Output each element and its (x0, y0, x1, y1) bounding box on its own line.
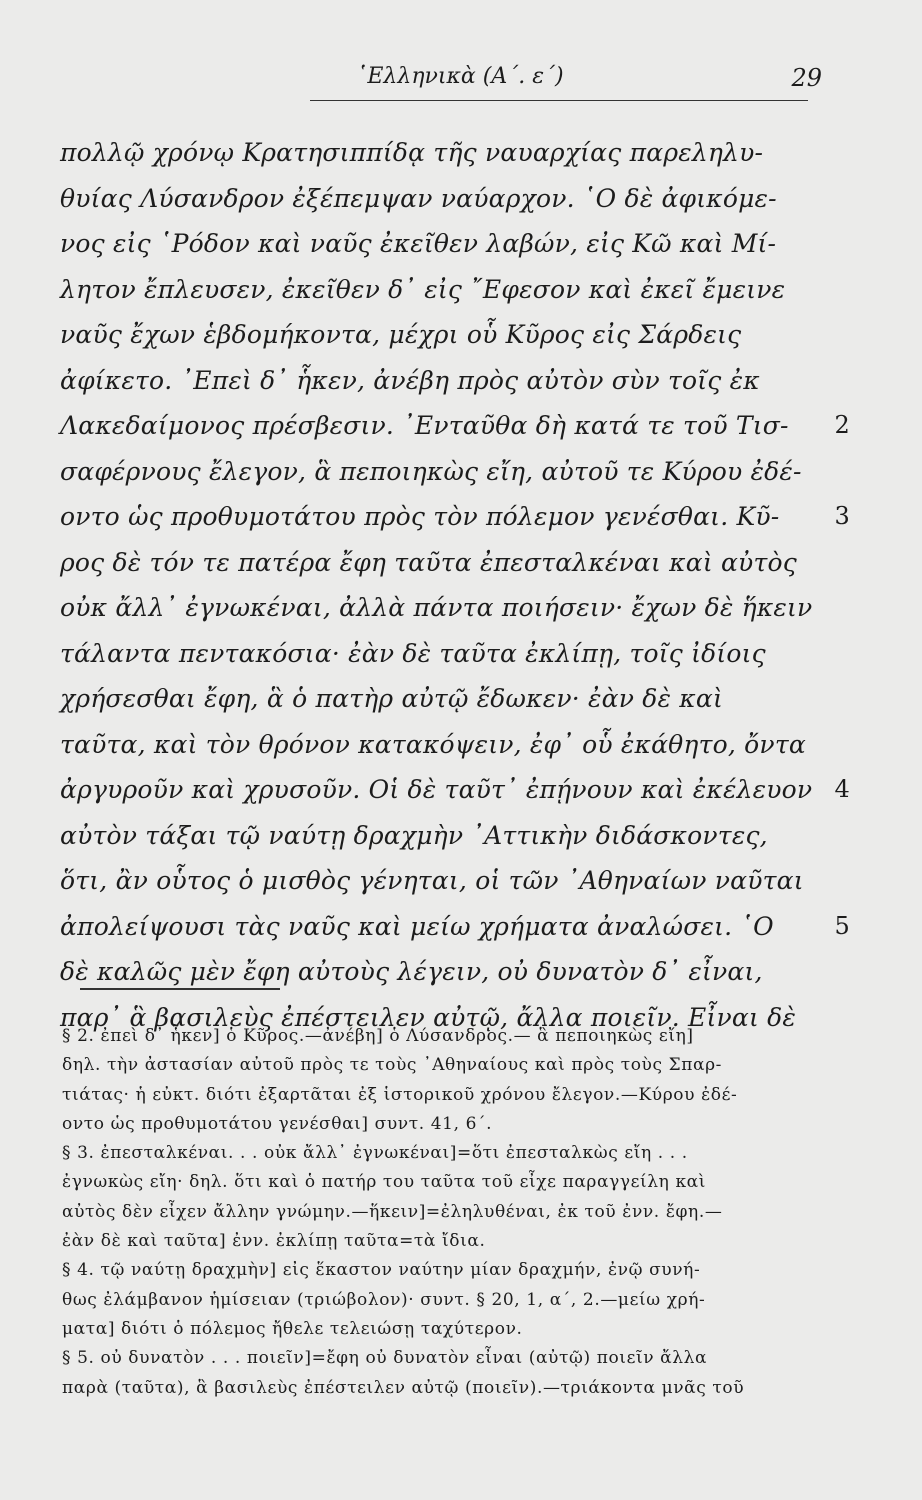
text-line-content: παρ᾿ ἃ βασιλεὺς ἐπέστειλεν αὐτῷ, ἄλλα ποιεῖν. Εἶναι δὲ (60, 1002, 797, 1032)
text-line (60, 540, 840, 586)
text-line (60, 631, 840, 677)
text-line-content: ταῦτα, καὶ τὸν θρόνον κατακόψειν, ἐφ᾿ οὗ ἐκάθητο, ὄντα (60, 729, 806, 759)
text-line-content: αὐτὸν τάξαι τῷ ναύτῃ δραχμὴν ᾿Αττικὴν διδάσκοντες, (60, 820, 768, 850)
text-line-content: λητον ἔπλευσεν, ἐκεῖθεν δ᾿ εἰς ῎Εφεσον καὶ ἐκεῖ ἔμεινε (60, 274, 786, 304)
text-line-content: ρος δὲ τόν τε πατέρα ἔφη ταῦτα ἐπεσταλκέναι καὶ αὐτὸς (60, 547, 797, 577)
footnote-line (62, 1022, 842, 1051)
text-line-content: νος εἰς ῾Ρόδον καὶ ναῦς ἐκεῖθεν λαβών, εἰς Κῶ καὶ Μί- (60, 229, 777, 258)
footnote-line (62, 1227, 842, 1256)
footnote-line (62, 1256, 842, 1285)
text-line (60, 585, 840, 631)
text-line-content: σαφέρνους ἔλεγον, ἃ πεποιηκὼς εἴη, αὐτοῦ τε Κύρου ἐδέ- (60, 456, 802, 486)
footnote-text: § 2. ἐπεὶ δ᾿ ἧκεν] ὁ Κῦρος.—ἀνέβη] ὁ Λύσανδρος.— ἃ πεποιηκὼς εἴη] (62, 1026, 694, 1046)
text-line-content: οὐκ ἄλλ᾿ ἐγνωκέναι, ἀλλὰ πάντα ποιήσειν· ἔχων δὲ ἥκειν (60, 593, 813, 622)
text-line (60, 267, 840, 313)
text-line-content: ναῦς ἔχων ἑβδομήκοντα, μέχρι οὗ Κῦρος εἰς Σάρδεις (60, 320, 742, 349)
text-line-content: ἀπολείψουσι τὰς ναῦς καὶ μείω χρήματα ἀναλώσει. ῾Ο (60, 911, 774, 941)
text-line-content: χρήσεσθαι ἔφη, ἃ ὁ πατὴρ αὐτῷ ἔδωκεν· ἐὰν δὲ καὶ (60, 684, 723, 713)
text-line (60, 767, 850, 813)
text-line (60, 403, 850, 449)
text-line-content: δὲ καλῶς μὲν ἔφη αὐτοὺς λέγειν, οὐ δυνατὸν δ᾿ εἶναι, (60, 957, 763, 986)
footnote-text: αὐτὸς δὲν εἶχεν ἄλλην γνώμην.—ἥκειν]=ἐληλυθέναι, ἐκ τοῦ ἐνν. ἔφη.— (62, 1201, 723, 1222)
section-number: 2 (834, 411, 850, 439)
footnote-line (62, 1286, 842, 1315)
footnote-text: τιάτας· ἡ εὐκτ. διότι ἐξαρτᾶται ἐξ ἱστορικοῦ χρόνου ἔλεγον.—Κύρου ἐδέ- (62, 1084, 738, 1105)
footnote-rule (80, 988, 280, 990)
section-number: 4 (834, 775, 850, 803)
text-line (60, 312, 840, 358)
text-line (60, 858, 840, 904)
header-rule (310, 100, 808, 101)
footnote-text: δηλ. τὴν ἀστασίαν αὐτοῦ πρὸς τε τοὺς ᾿Αθηναίους καὶ πρὸς τοὺς Σπαρ- (62, 1055, 723, 1076)
footnote-text: ἐγνωκὼς εἴη· δηλ. ὅτι καὶ ὁ πατήρ του ταῦτα τοῦ εἶχε παραγγείλη καὶ (62, 1172, 707, 1193)
footnote-line (62, 1110, 842, 1139)
footnote-text: θως ἐλάμβανον ἡμίσειαν (τριώβολον)· συντ. § 20, 1, α΄, 2.—μείω χρή- (62, 1289, 706, 1310)
text-line (60, 904, 850, 950)
section-number: 3 (834, 502, 850, 530)
footnote-text: § 4. τῷ ναύτῃ δραχμὴν] εἰς ἕκαστον ναύτην μίαν δραχμήν, ἐνῷ συνή- (62, 1260, 701, 1281)
text-line (60, 221, 840, 267)
footnote-text: ματα] διότι ὁ πόλεμος ἤθελε τελειώσῃ ταχύτερον. (62, 1318, 523, 1339)
text-line (60, 176, 840, 222)
text-line (60, 676, 840, 722)
running-title: ῾Ελληνικὰ (Α΄. ε΄) (356, 64, 564, 89)
text-line-content: ἀργυροῦν καὶ χρυσοῦν. Οἱ δὲ ταῦτ᾿ ἐπῄνουν καὶ ἐκέλευον (60, 775, 813, 804)
text-line-content: οντο ὡς προθυμοτάτου πρὸς τὸν πόλεμον γενέσθαι. Κῦ- (60, 502, 780, 531)
footnote-line (62, 1051, 842, 1080)
footnote-line (62, 1168, 842, 1197)
page-number: 29 (791, 64, 822, 92)
footnote-line (62, 1315, 842, 1344)
main-text (60, 130, 850, 1040)
text-line-content: θυίας Λύσανδρον ἐξέπεμψαν ναύαρχον. ῾Ο δὲ ἀφικόμε- (60, 183, 777, 213)
footnote-line (62, 1139, 842, 1168)
text-line-content: ἀφίκετο. ᾿Επεὶ δ᾿ ἧκεν, ἀνέβη πρὸς αὐτὸν σὺν τοῖς ἐκ (60, 365, 760, 395)
text-line (60, 130, 840, 176)
text-line-content: Λακεδαίμονος πρέσβεσιν. ᾿Ενταῦθα δὴ κατά τε τοῦ Τισ- (60, 411, 789, 440)
footnote-line (62, 1198, 842, 1227)
footnote-text: § 5. οὐ δυνατὸν . . . ποιεῖν]=ἔφη οὐ δυνατὸν εἶναι (αὐτῷ) ποιεῖν ἄλλα (62, 1348, 708, 1369)
footnote-line (62, 1081, 842, 1110)
section-number: 5 (834, 911, 850, 940)
text-line-content: τάλαντα πεντακόσια· ἐὰν δὲ ταῦτα ἐκλίπῃ, τοῖς ἰδίοις (60, 638, 766, 668)
footnote-text: παρὰ (ταῦτα), ἃ βασιλεὺς ἐπέστειλεν αὐτῷ (ποιεῖν).—τριάκοντα μνᾶς τοῦ (62, 1377, 745, 1398)
footnote-text: οντο ὡς προθυμοτάτου γενέσθαι] συντ. 41, 6΄. (62, 1113, 493, 1134)
footnote-text: ἐὰν δὲ καὶ ταῦτα] ἐνν. ἐκλίπῃ ταῦτα=τὰ ἴδια. (62, 1231, 486, 1252)
footnote-text: § 3. ἐπεσταλκέναι. . . οὐκ ἄλλ᾿ ἐγνωκέναι]=ὅτι ἐπεσταλκὼς εἴη . . . (62, 1143, 688, 1164)
text-line (60, 449, 840, 495)
footnote-line (62, 1344, 842, 1373)
text-line (60, 358, 840, 404)
text-line (60, 494, 850, 540)
text-line (60, 722, 840, 768)
footnotes (62, 1022, 842, 1403)
text-line (60, 813, 840, 859)
footnote-line (62, 1374, 842, 1403)
text-line-content: ὅτι, ἂν οὗτος ὁ μισθὸς γένηται, οἱ τῶν ᾿Αθηναίων ναῦται (60, 866, 804, 895)
text-line-content: πολλῷ χρόνῳ Κρατησιππίδᾳ τῆς ναυαρχίας παρεληλυ- (60, 138, 764, 167)
